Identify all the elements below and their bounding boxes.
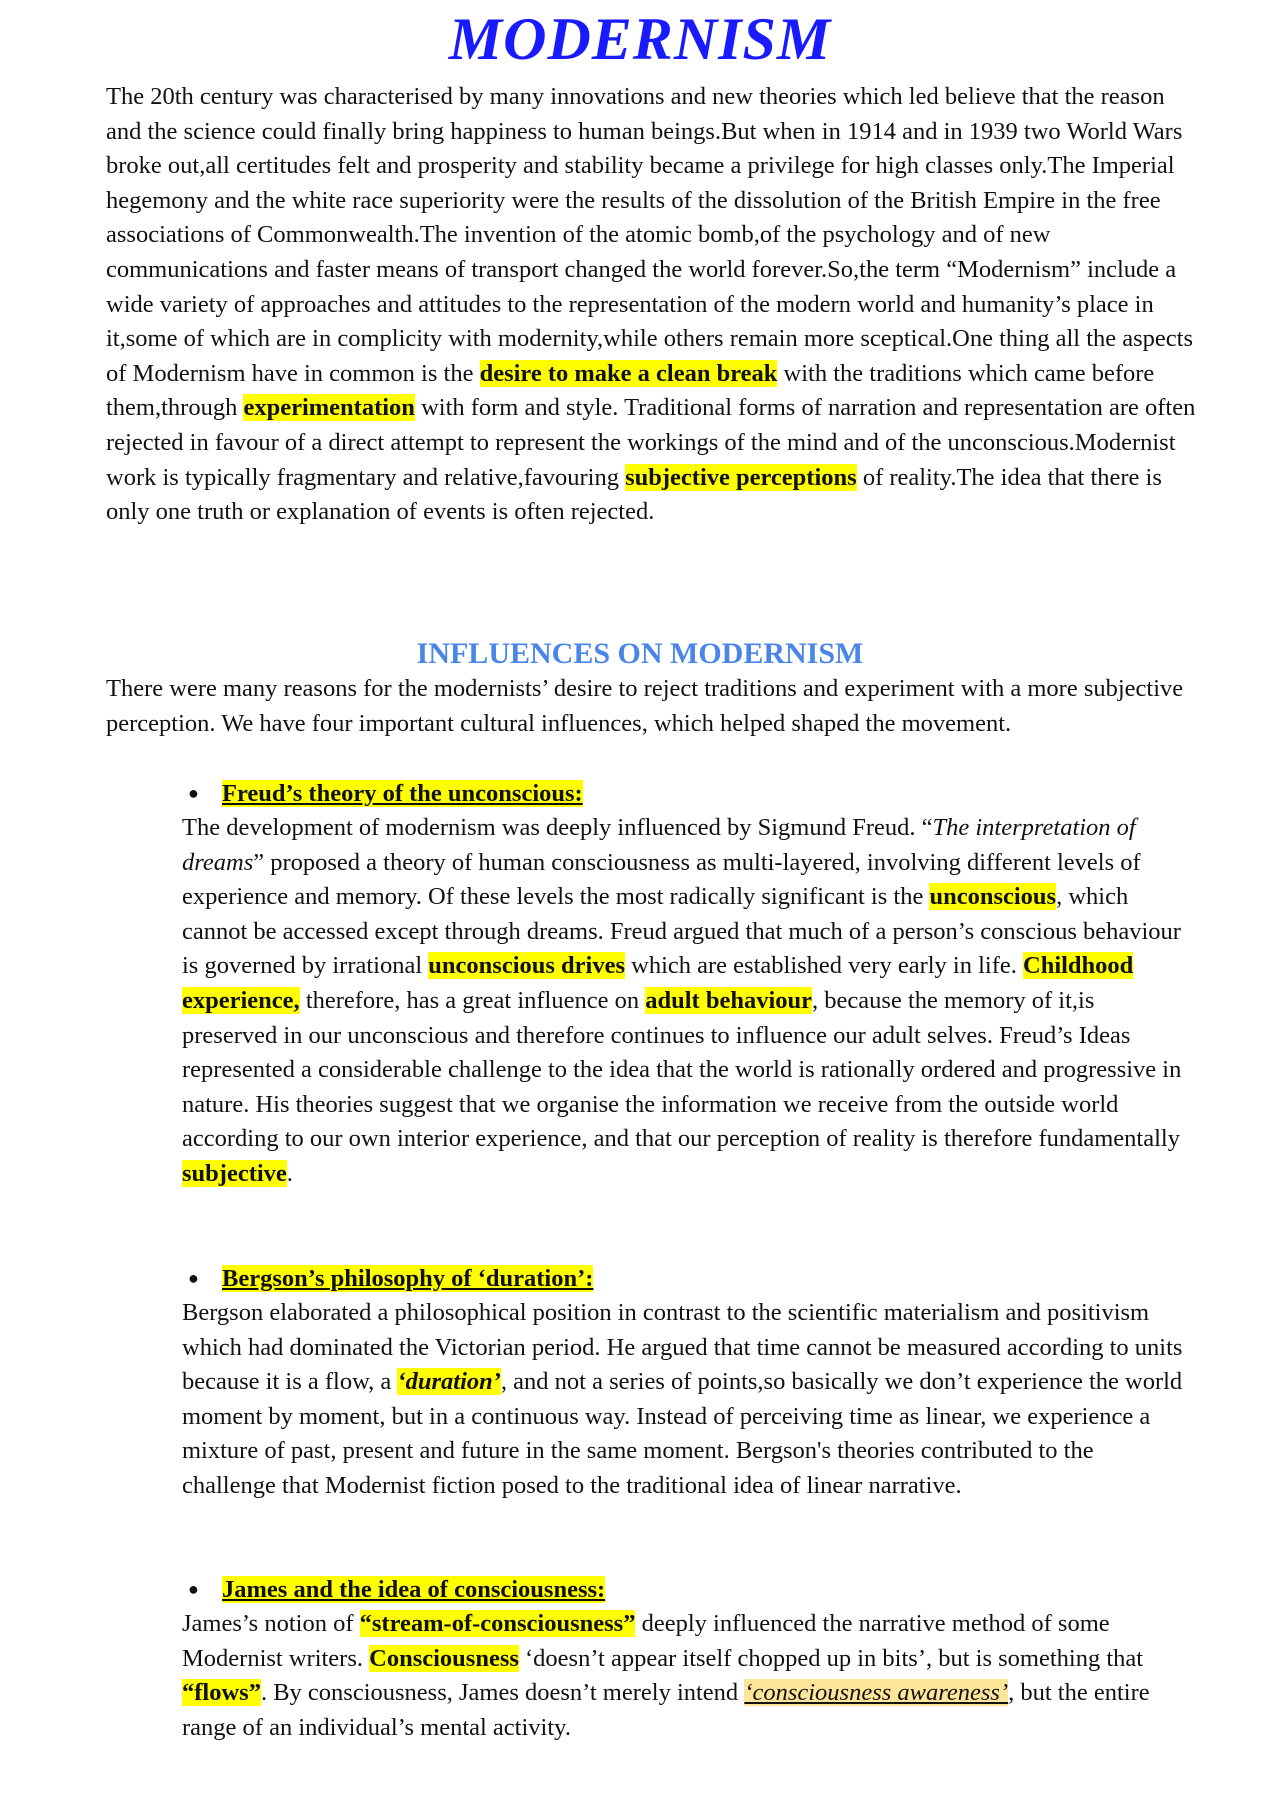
highlight-unconscious: unconscious <box>929 883 1057 911</box>
james-heading: James and the idea of consciousness: <box>222 1576 606 1603</box>
highlight-clean-break: desire to make a clean break <box>479 359 778 387</box>
freud-book-title: The interpretation of dreams <box>182 814 1136 876</box>
freud-heading: Freud’s theory of the unconscious: <box>222 780 583 807</box>
james-paragraph <box>182 1607 1192 1745</box>
freud-text-2: ” proposed a theory of human consciousness as multi-layered, involving different levels of experience and memory. Of these levels the most radically significant is the <box>182 848 1141 911</box>
highlight-childhood-experience: Childhood experience, <box>182 952 1134 1014</box>
bullet-icon: ● <box>188 1579 199 1599</box>
section-heading-influences: INFLUENCES ON MODERNISM <box>416 637 864 670</box>
highlight-subjective-perceptions: subjective perceptions <box>625 463 857 491</box>
intro-text-3: with form and style. Traditional forms of narration and representation are often rejected in favour of a direct attempt to represent the workings of the mind and of the unconscious.Modernist work is typically fragmentary and relative,favouring <box>106 394 1196 491</box>
intro-text-4: of reality.The idea that there is only one truth or explanation of events is often rejected. <box>106 463 1162 526</box>
bullet-icon: ● <box>188 783 199 803</box>
intro-text-2: with the traditions which came before them,through <box>106 359 1155 422</box>
james-text-1: James’s notion of <box>182 1610 360 1637</box>
james-text-3: ‘doesn’t appear itself chopped up in bits’, but is something that <box>518 1644 1144 1672</box>
bergson-text-1: Bergson elaborated a philosophical position in contrast to the scientific materialism and positivism which had dominated the Victorian period. He argued that time cannot be measured according to units because it is a flow, a <box>182 1299 1183 1396</box>
bullet-james <box>188 1572 605 1608</box>
influences-intro-paragraph: There were many reasons for the modernists’ desire to reject traditions and experiment with a more subjective perception. We have four important cultural influences, which helped shaped the movement. <box>106 675 1184 737</box>
highlight-consciousness-awareness: ‘consciousness awareness’ <box>744 1679 1009 1707</box>
james-text-4: . By consciousness, James doesn’t merely intend <box>260 1679 745 1707</box>
james-text-5: , but the entire range of an individual’s mental activity. <box>182 1679 1150 1741</box>
highlight-stream-of-consciousness: “stream-of-consciousness” <box>359 1610 636 1637</box>
intro-text-1: The 20th century was characterised by many innovations and new theories which led believe that the reason and the science could finally bring happiness to human beings.But when in 1914 and in 1939 two World Wars broke out,all certitudes felt and prosperity and stability became a privilege for high classes only.The Imperial hegemony and the white race superiority were the results of the dissolution of the British Empire in the free associations of Commonwealth.The invention of the atomic bomb,of the psychology and of new communications and faster means of transport changed the world forever.So,the term “Modernism” include a wide variety of approaches and attitudes to the representation of the modern world and humanity’s place in it,some of which are in complicity with modernity,while others remain more sceptical.One thing all the aspects of Modernism have in common is the <box>106 83 1193 387</box>
highlight-flows: “flows” <box>182 1679 261 1707</box>
james-text-2: deeply influenced the narrative method of some Modernist writers. <box>182 1610 1110 1672</box>
highlight-adult-behaviour: adult behaviour <box>645 986 813 1014</box>
intro-paragraph <box>106 80 1196 530</box>
highlight-unconscious-drives: unconscious drives <box>428 952 626 980</box>
highlight-consciousness: Consciousness <box>369 1644 519 1672</box>
freud-text-7: . <box>286 1159 293 1187</box>
highlight-duration: ‘duration’ <box>397 1368 501 1396</box>
freud-paragraph <box>182 811 1192 1192</box>
bergson-heading: Bergson’s philosophy of ‘duration’: <box>222 1265 594 1292</box>
freud-text-4: which are established very early in life. <box>625 952 1023 980</box>
freud-text-5: therefore, has a great influence on <box>299 986 646 1014</box>
highlight-subjective: subjective <box>182 1159 287 1187</box>
bergson-text-2: , and not a series of points,so basically we don’t experience the world moment by moment, but in a continuous way. Instead of perceiving time as linear, we experience a mixture of past, present and future in the same moment. Bergson's theories contributed to the challenge that Modernist fiction posed to the traditional idea of linear narrative. <box>182 1368 1183 1499</box>
freud-text-6: , because the memory of it,is preserved in our unconscious and therefore continues to influence our adult selves. Freud’s Ideas represented a considerable challenge to the idea that the world is rationally ordered and progressive in nature. His theories suggest that we organise the information we receive from the outside world according to our own interior experience, and that our perception of reality is therefore fundamentally <box>182 986 1182 1153</box>
bergson-paragraph <box>182 1296 1192 1504</box>
bullet-icon: ● <box>188 1268 199 1288</box>
freud-text-3: , which cannot be accessed except through dreams. Freud argued that much of a person’s conscious behaviour is governed by irrational <box>182 883 1181 980</box>
bullet-bergson <box>188 1261 593 1297</box>
highlight-experimentation: experimentation <box>243 394 415 422</box>
page-title: MODERNISM <box>448 6 832 72</box>
bullet-freud <box>188 776 583 812</box>
freud-text-1: The development of modernism was deeply influenced by Sigmund Freud. “ <box>182 814 933 841</box>
